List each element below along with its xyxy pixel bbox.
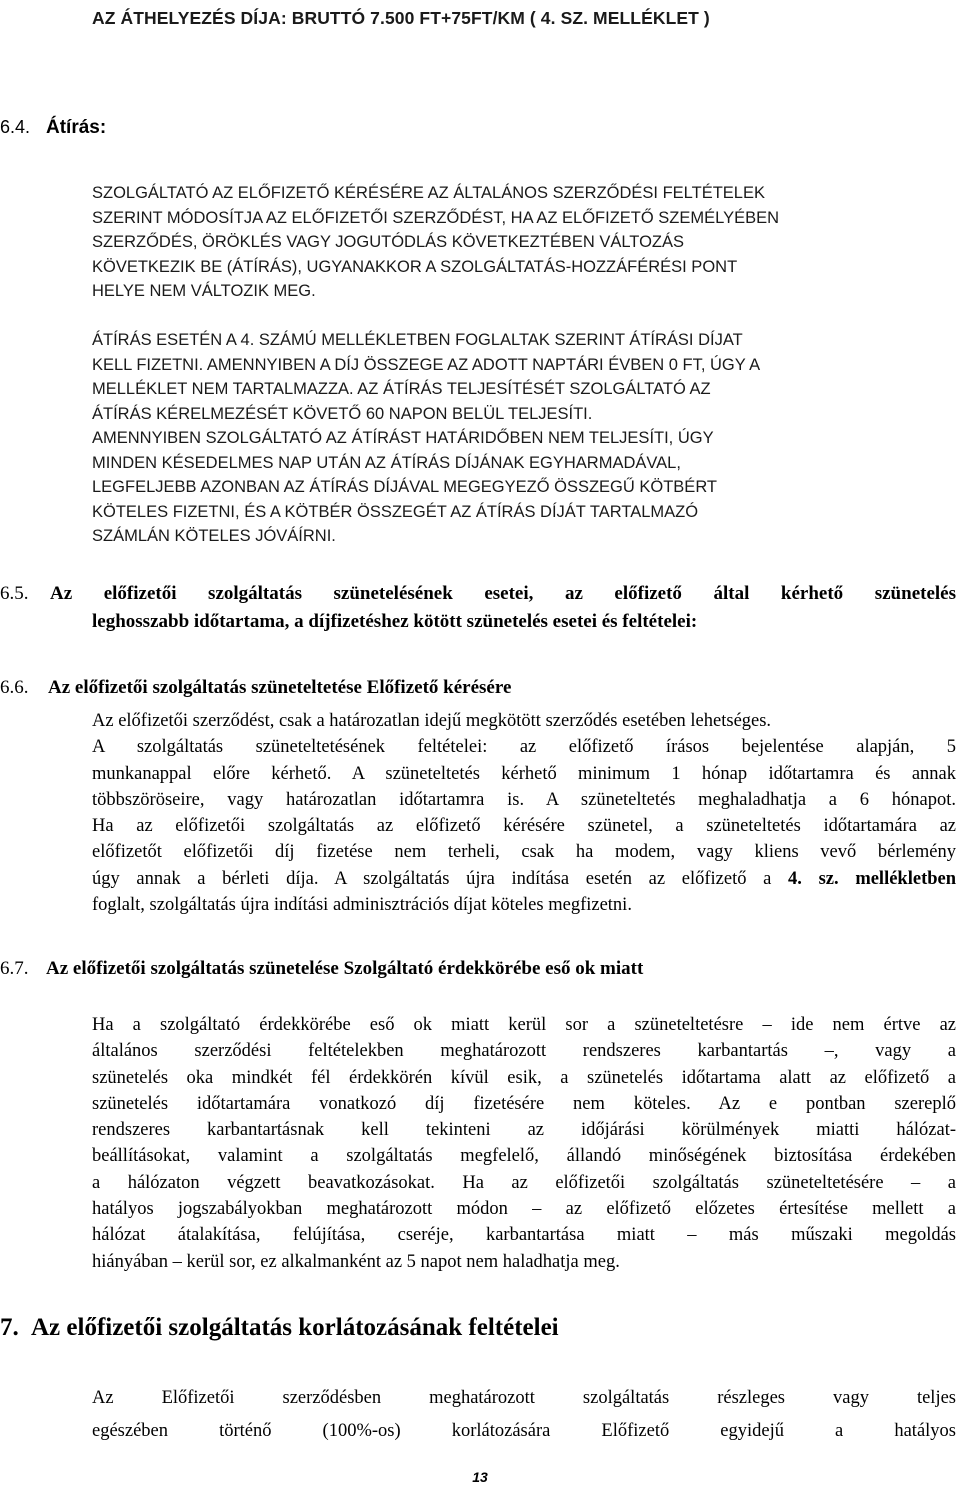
- section-number: 7.: [0, 1314, 19, 1341]
- section-number: 6.7.: [0, 958, 29, 979]
- bold-fragment: mellékletben: [855, 868, 957, 889]
- text-line: HELYE NEM VÁLTOZIK MEG.: [92, 282, 316, 300]
- text-line: KÖTELES FIZETNI, ÉS A KÖTBÉR ÖSSZEGÉT AZ ÁTÍRÁS DÍJÁT TARTALMAZÓ: [92, 502, 699, 521]
- section-number: 6.6.: [0, 677, 29, 698]
- text-line: ÁTÍRÁS ESETÉN A 4. SZÁMÚ MELLÉKLETBEN FOGLALTAK SZERINT ÁTÍRÁSI DÍJAT: [92, 331, 743, 349]
- text-line: SZOLGÁLTATÓ AZ ELŐFIZETŐ KÉRÉSÉRE AZ ÁLTALÁNOS SZERZŐDÉSI FELTÉTELEK: [92, 184, 765, 202]
- top-header: AZ ÁTHELYEZÉS DÍJA: BRUTTÓ 7.500 FT+75FT/KM ( 4. SZ. MELLÉKLET ): [92, 8, 710, 28]
- text-line: Ha az előfizetői szolgáltatás az előfizető kérésére szünetel, a szüneteltetés időtartamára az: [92, 816, 956, 837]
- text-line: MELLÉKLET NEM TARTALMAZZA. AZ ÁTÍRÁS TELJESÍTÉSÉT SZOLGÁLTATÓ AZ: [92, 380, 711, 398]
- text-line: egészében történő (100%-os) korlátozására Előfizető egyidejű a hatályos: [92, 1421, 956, 1441]
- section-number: 6.4.: [0, 117, 31, 137]
- text-line: rendszeres karbantartásnak kell tekinteni az időjárási körülmények miatti hálózat-: [92, 1120, 956, 1141]
- text-line: előfizetőt előfizetői díj fizetése nem terheli, csak ha modem, vagy kliens vevő bérlemény: [92, 842, 956, 863]
- text-line: hálózat átalakítása, felújítása, cseréje, karbantartása miatt – más műszaki megoldás: [92, 1225, 956, 1246]
- section-6-4-paragraph-2: [92, 328, 952, 549]
- text-line: SZÁMLÁN KÖTELES JÓVÁÍRNI.: [92, 527, 336, 545]
- text-line: a hálózaton végzett beavatkozásokat. Ha az előfizetői szolgáltatás szüneteltetésére – a: [92, 1172, 956, 1193]
- text-line: hatályos jogszabályokban meghatározott módon – az előfizető előzetes értesítése mellett a: [92, 1199, 956, 1220]
- text-line: LEGFELJEBB AZONBAN AZ ÁTÍRÁS DÍJÁVAL MEGEGYEZŐ ÖSSZEGŰ KÖTBÉRT: [92, 478, 718, 496]
- text-line: A szolgáltatás szüneteltetésének feltételei: az előfizető írásos bejelentése alapján, 5: [92, 737, 956, 758]
- text-line: Az Előfizetői szerződésben meghatározott szolgáltatás részleges vagy teljes: [92, 1388, 956, 1408]
- text-fragment: úgy annak a bérleti díja. A szolgáltatás újra indítása esetén az előfizető a: [92, 868, 789, 889]
- bold-fragment: 4. sz.: [788, 868, 839, 889]
- section-number: 6.5.: [0, 583, 29, 604]
- text-line: beállításokat, valamint a szolgáltatás megfelelő, állandó minőségének biztosítása érdekében: [92, 1146, 956, 1167]
- page-number: 13: [472, 1469, 488, 1485]
- text-line: szünetelés oka mindkét fél érdekkörén kívül esik, a szünetelés időtartama alatt az előfizető a: [92, 1067, 956, 1088]
- section-title: Átírás:: [46, 117, 107, 138]
- section-title: Az előfizetői szolgáltatás szüneteltetése Előfizető kérésére: [48, 677, 512, 698]
- text-line: KELL FIZETNI. AMENNYIBEN A DÍJ ÖSSZEGE AZ ADOTT NAPTÁRI ÉVBEN 0 FT, ÚGY A: [92, 355, 761, 374]
- text-line: MINDEN KÉSEDELMES NAP UTÁN AZ ÁTÍRÁS DÍJÁNAK EGYHARMADÁVAL,: [92, 453, 681, 472]
- text-line: szünetelés időtartamára vonatkozó díj fizetésére nem köteles. Az e pontban szereplő: [92, 1093, 956, 1114]
- section-7-body: [92, 1382, 956, 1448]
- section-title-line-1: Az előfizetői szolgáltatás szünetelésének esetei, az előfizető által kérhető szünetelés: [50, 583, 956, 604]
- text-line: AMENNYIBEN SZOLGÁLTATÓ AZ ÁTÍRÁST HATÁRIDŐBEN NEM TELJESÍTI, ÚGY: [92, 429, 714, 447]
- text-line: munkanappal előre kérhető. A szüneteltetés kérhető minimum 1 hónap időtartamra és annak: [92, 763, 956, 784]
- text-line: többszöröseire, vagy határozatlan időtartamra is. A szüneteltetés meghaladhatja a 6 hónapot.: [92, 789, 956, 810]
- section-6-4-paragraph-1: [92, 181, 952, 304]
- section-6-6-body: [92, 708, 956, 918]
- text-line: hiányában – kerül sor, ez alkalmanként az 5 napot nem haladhatja meg.: [92, 1251, 620, 1272]
- text-line: SZERINT MÓDOSÍTJA AZ ELŐFIZETŐI SZERZŐDÉST, HA AZ ELŐFIZETŐ SZEMÉLYÉBEN: [92, 208, 780, 227]
- text-line: KÖVETKEZIK BE (ÁTÍRÁS), UGYANAKKOR A SZOLGÁLTATÁS-HOZZÁFÉRÉSI PONT: [92, 257, 738, 276]
- section-title: Az előfizetői szolgáltatás korlátozásának feltételei: [31, 1314, 559, 1341]
- text-line: [92, 866, 956, 892]
- text-line: Az előfizetői szerződést, csak a határozatlan idejű megkötött szerződés esetében lehetséges.: [92, 711, 772, 731]
- section-title: Az előfizetői szolgáltatás szünetelése Szolgáltató érdekkörébe eső ok miatt: [46, 958, 644, 979]
- section-6-7-body: [92, 1012, 956, 1275]
- text-line: ÁTÍRÁS KÉRELMEZÉSÉT KÖVETŐ 60 NAPON BELÜL TELJESÍTI.: [92, 404, 593, 423]
- section-title-line-2: leghosszabb időtartama, a díjfizetéshez kötött szünetelés esetei és feltételei:: [92, 611, 698, 632]
- text-line: általános szerződési feltételekben meghatározott rendszeres karbantartás –, vagy a: [92, 1041, 956, 1062]
- text-line: SZERZŐDÉS, ÖRÖKLÉS VAGY JOGUTÓDLÁS KÖVETKEZTÉBEN VÁLTOZÁS: [92, 233, 685, 251]
- text-line: foglalt, szolgáltatás újra indítási adminisztrációs díjat köteles megfizetni.: [92, 895, 632, 916]
- text-line: Ha a szolgáltató érdekkörébe eső ok miatt kerül sor a szüneteltetésre – ide nem értve az: [92, 1015, 956, 1035]
